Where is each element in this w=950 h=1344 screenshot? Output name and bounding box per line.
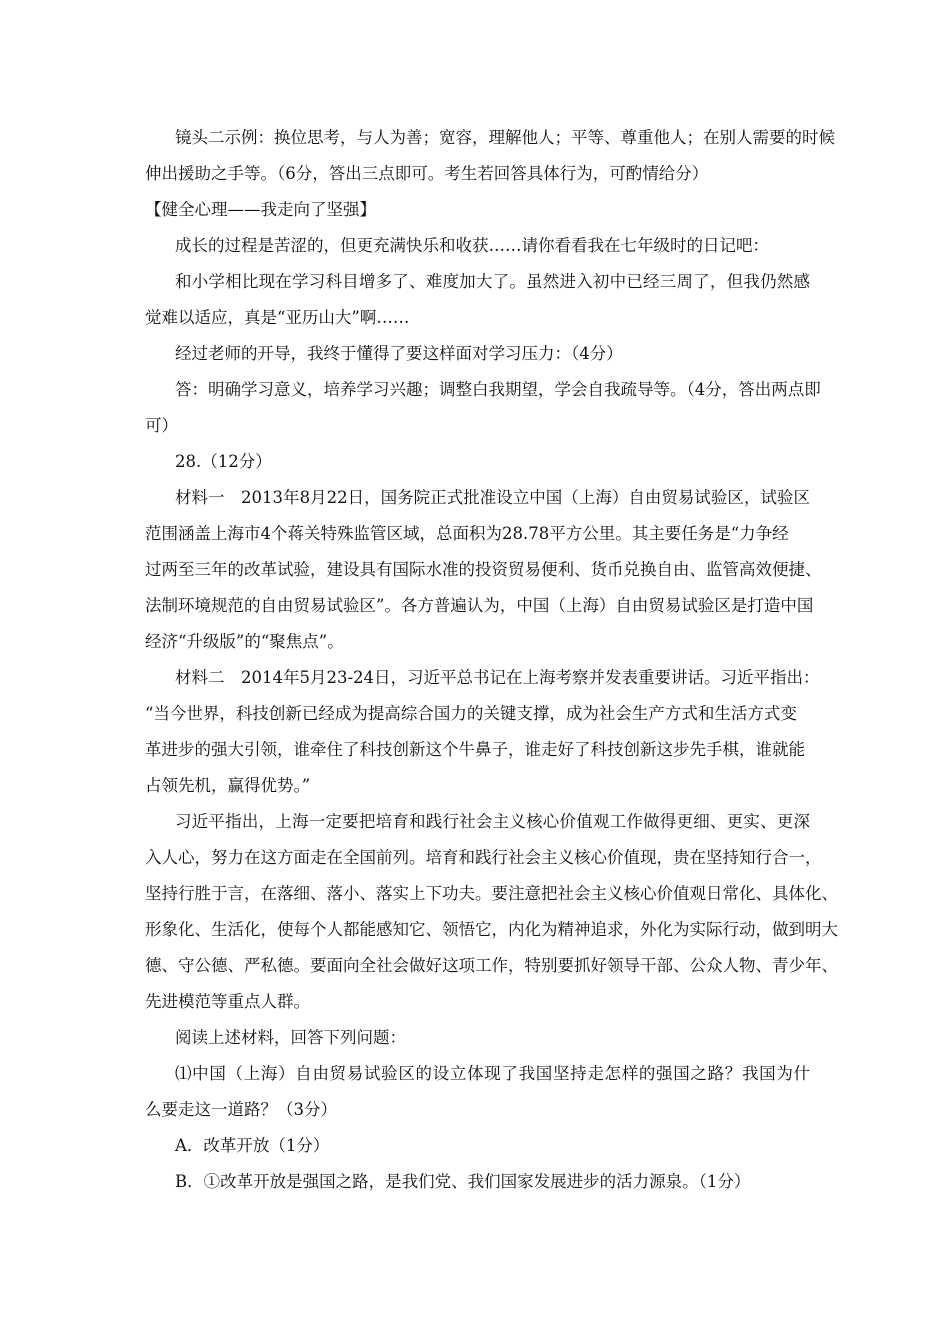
diary-line-1: 和小学相比现在学习科目增多了、难度加大了。虽然进入初中已经三周了，但我仍然感: [175, 272, 810, 291]
material-two-line-2: “当今世界，科技创新已经成为提高综合国力的关键支撑，成为社会生产方式和生活方式变: [145, 704, 797, 723]
material-two-line-9: 德、守公德、严私德。要面向全社会做好这项工作，特别要抓好领导干部、公众人物、青少年、: [145, 956, 838, 975]
sub-question-1-line-2: 么要走这一道路？（3分）: [145, 1100, 337, 1119]
material-one-line-3: 过两至三年的改革试验，建设具有国际水准的投资贸易便利、货币兑换自由、监管高效便捷、: [145, 560, 822, 579]
material-two-line-1: 材料二 2014年5月23-24日，习近平总书记在上海考察并发表重要讲话。习近平指出：: [175, 668, 820, 687]
material-one-line-4: 法制环境规范的自由贸易试验区”。各方普遍认为，中国（上海）自由贸易试验区是打造中国: [145, 596, 814, 615]
answer-line-1: 答：明确学习意义，培养学习兴趣；调整白我期望，学会自我疏导等。（4分，答出两点即: [175, 380, 821, 399]
material-two-line-10: 先进模范等重点人群。: [145, 992, 310, 1011]
material-one-line-5: 经济“升级版”的“聚焦点”。: [145, 632, 344, 651]
sub-question-1-line-1: ⑴中国（上海）自由贸易试验区的设立体现了我国坚持走怎样的强国之路？我国为什: [175, 1064, 810, 1083]
diary-line-2: 觉难以适应，真是“亚历山大”啊……: [145, 308, 410, 327]
answer-option-a: A．改革开放（1分）: [175, 1136, 330, 1155]
answer-scene-two-line-1: 镜头二示例：换位思考，与人为善；宽容，理解他人；平等、尊重他人；在别人需要的时候: [175, 128, 835, 147]
question-number: 28.（12分）: [175, 452, 272, 471]
answer-line-2: 可）: [145, 416, 178, 435]
section-heading: 【健全心理——我走向了坚强】: [145, 200, 376, 219]
instruction-line: 阅读上述材料，回答下列问题：: [175, 1028, 406, 1047]
intro-paragraph: 成长的过程是苦涩的，但更充满快乐和收获……请你看看我在七年级时的日记吧：: [175, 236, 769, 255]
material-two-line-3: 革进步的强大引领，谁牵住了科技创新这个牛鼻子，谁走好了科技创新这步先手棋，谁就能: [145, 740, 805, 759]
material-one-line-2: 范围涵盖上海市4个蒋关特殊监管区域，总面积为28.78平方公里。其主要任务是“力争经: [145, 524, 789, 543]
answer-scene-two-line-2: 伸出援助之手等。（6分，答出三点即可。考生若回答具体行为，可酌情给分）: [145, 164, 709, 183]
material-two-line-5: 习近平指出，上海一定要把培育和践行社会主义核心价值观工作做得更细、更实、更深: [175, 812, 810, 831]
material-two-line-8: 形象化、生活化，使每个人都能感知它、领悟它，内化为精神追求，外化为实际行动，做到明大: [145, 920, 838, 939]
material-two-line-7: 坚持行胜于言，在落细、落小、落实上下功夫。要注意把社会主义核心价值观日常化、具体化、: [145, 884, 838, 903]
material-two-line-6: 入人心，努力在这方面走在全国前列。培育和践行社会主义核心价值现，贵在坚持知行合一，: [145, 848, 822, 867]
question-prompt: 经过老师的开导，我终于懂得了要这样面对学习压力：（4分）: [175, 344, 623, 363]
material-two-line-4: 占领先机，赢得优势。”: [145, 776, 311, 795]
material-one-line-1: 材料一 2013年8月22日，国务院正式批准设立中国（上海）自由贸易试验区，试验区: [175, 488, 810, 507]
answer-option-b: B．①改革开放是强国之路，是我们党、我们国家发展进步的活力源泉。（1分）: [175, 1172, 751, 1191]
